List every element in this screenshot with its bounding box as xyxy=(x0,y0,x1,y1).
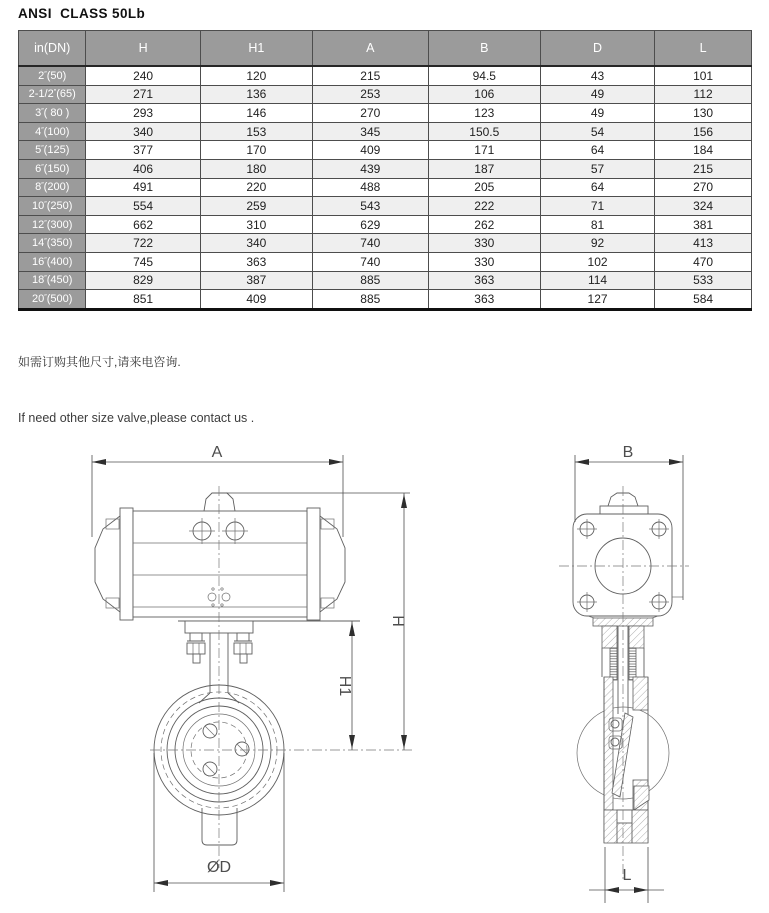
disc-section xyxy=(612,713,633,797)
note-english: If need other size valve,please contact us . xyxy=(18,410,255,425)
value-cell: 43 xyxy=(540,66,654,85)
value-cell: 377 xyxy=(86,141,200,160)
value-cell: 112 xyxy=(655,85,752,104)
value-cell: 488 xyxy=(312,178,428,197)
dim-label-h1: H1 xyxy=(336,675,353,697)
dim-label-diameter-d: ØD xyxy=(207,859,231,876)
value-cell: 71 xyxy=(540,197,654,216)
col-header-b: B xyxy=(428,31,540,67)
value-cell: 829 xyxy=(86,271,200,290)
value-cell: 271 xyxy=(86,85,200,104)
dim-label-a: A xyxy=(211,444,223,461)
value-cell: 491 xyxy=(86,178,200,197)
value-cell: 387 xyxy=(200,271,312,290)
value-cell: 629 xyxy=(312,215,428,234)
bracket-bolt-right xyxy=(234,633,252,663)
value-cell: 170 xyxy=(200,141,312,160)
value-cell: 851 xyxy=(86,290,200,310)
value-cell: 215 xyxy=(312,66,428,85)
value-cell: 262 xyxy=(428,215,540,234)
size-cell: 4″(100) xyxy=(19,122,86,141)
value-cell: 49 xyxy=(540,85,654,104)
value-cell: 136 xyxy=(200,85,312,104)
value-cell: 324 xyxy=(655,197,752,216)
value-cell: 215 xyxy=(655,159,752,178)
value-cell: 259 xyxy=(200,197,312,216)
value-cell: 340 xyxy=(86,122,200,141)
dimension-l xyxy=(589,847,664,903)
value-cell: 240 xyxy=(86,66,200,85)
size-cell: 20″(500) xyxy=(19,290,86,310)
value-cell: 740 xyxy=(312,252,428,271)
value-cell: 413 xyxy=(655,234,752,253)
stud-left xyxy=(610,648,617,680)
value-cell: 885 xyxy=(312,290,428,310)
bracket-bolt-left xyxy=(187,633,205,663)
value-cell: 180 xyxy=(200,159,312,178)
size-cell: 10″(250) xyxy=(19,197,86,216)
value-cell: 57 xyxy=(540,159,654,178)
value-cell: 406 xyxy=(86,159,200,178)
dim-label-b: B xyxy=(622,444,634,461)
value-cell: 171 xyxy=(428,141,540,160)
size-cell: 12″(300) xyxy=(19,215,86,234)
value-cell: 120 xyxy=(200,66,312,85)
value-cell: 330 xyxy=(428,252,540,271)
value-cell: 345 xyxy=(312,122,428,141)
value-cell: 81 xyxy=(540,215,654,234)
page-title: ANSI CLASS 50Lb xyxy=(18,6,146,21)
value-cell: 49 xyxy=(540,104,654,123)
value-cell: 439 xyxy=(312,159,428,178)
value-cell: 205 xyxy=(428,178,540,197)
value-cell: 187 xyxy=(428,159,540,178)
dim-label-l: L xyxy=(622,867,632,884)
value-cell: 270 xyxy=(312,104,428,123)
value-cell: 409 xyxy=(312,141,428,160)
front-view xyxy=(92,444,414,892)
side-view xyxy=(559,444,689,903)
value-cell: 146 xyxy=(200,104,312,123)
value-cell: 409 xyxy=(200,290,312,310)
value-cell: 130 xyxy=(655,104,752,123)
value-cell: 153 xyxy=(200,122,312,141)
value-cell: 220 xyxy=(200,178,312,197)
value-cell: 745 xyxy=(86,252,200,271)
value-cell: 293 xyxy=(86,104,200,123)
value-cell: 64 xyxy=(540,141,654,160)
value-cell: 102 xyxy=(540,252,654,271)
col-header-h: H xyxy=(86,31,200,67)
value-cell: 584 xyxy=(655,290,752,310)
value-cell: 554 xyxy=(86,197,200,216)
size-cell: 18″(450) xyxy=(19,271,86,290)
value-cell: 363 xyxy=(200,252,312,271)
size-cell: 14″(350) xyxy=(19,234,86,253)
pneumatic-actuator-front xyxy=(95,493,345,620)
value-cell: 64 xyxy=(540,178,654,197)
mounting-bracket-front xyxy=(178,621,360,703)
size-cell: 5″(125) xyxy=(19,141,86,160)
value-cell: 123 xyxy=(428,104,540,123)
value-cell: 470 xyxy=(655,252,752,271)
value-cell: 381 xyxy=(655,215,752,234)
pneumatic-actuator-side xyxy=(573,493,683,623)
value-cell: 270 xyxy=(655,178,752,197)
value-cell: 363 xyxy=(428,271,540,290)
value-cell: 114 xyxy=(540,271,654,290)
value-cell: 363 xyxy=(428,290,540,310)
col-header-d: D xyxy=(540,31,654,67)
value-cell: 340 xyxy=(200,234,312,253)
size-cell: 6″(150) xyxy=(19,159,86,178)
value-cell: 222 xyxy=(428,197,540,216)
dimension-h1 xyxy=(336,621,355,750)
size-cell: 8″(200) xyxy=(19,178,86,197)
value-cell: 253 xyxy=(312,85,428,104)
col-header-size: in(DN) xyxy=(19,31,86,67)
value-cell: 722 xyxy=(86,234,200,253)
value-cell: 330 xyxy=(428,234,540,253)
value-cell: 662 xyxy=(86,215,200,234)
value-cell: 533 xyxy=(655,271,752,290)
col-header-h1: H1 xyxy=(200,31,312,67)
value-cell: 740 xyxy=(312,234,428,253)
dimension-d xyxy=(154,753,284,892)
value-cell: 94.5 xyxy=(428,66,540,85)
value-cell: 101 xyxy=(655,66,752,85)
size-cell: 2″(50) xyxy=(19,66,86,85)
value-cell: 184 xyxy=(655,141,752,160)
size-cell: 3″( 80 ) xyxy=(19,104,86,123)
value-cell: 127 xyxy=(540,290,654,310)
col-header-a: A xyxy=(312,31,428,67)
stud-right xyxy=(629,648,636,680)
value-cell: 310 xyxy=(200,215,312,234)
size-cell: 2-1/2″(65) xyxy=(19,85,86,104)
value-cell: 106 xyxy=(428,85,540,104)
value-cell: 150.5 xyxy=(428,122,540,141)
value-cell: 543 xyxy=(312,197,428,216)
value-cell: 54 xyxy=(540,122,654,141)
size-cell: 16″(400) xyxy=(19,252,86,271)
note-chinese: 如需订购其他尺寸,请来电咨询. xyxy=(18,355,181,370)
value-cell: 156 xyxy=(655,122,752,141)
value-cell: 92 xyxy=(540,234,654,253)
dim-label-h: H xyxy=(389,615,406,627)
value-cell: 885 xyxy=(312,271,428,290)
col-header-l: L xyxy=(655,31,752,67)
